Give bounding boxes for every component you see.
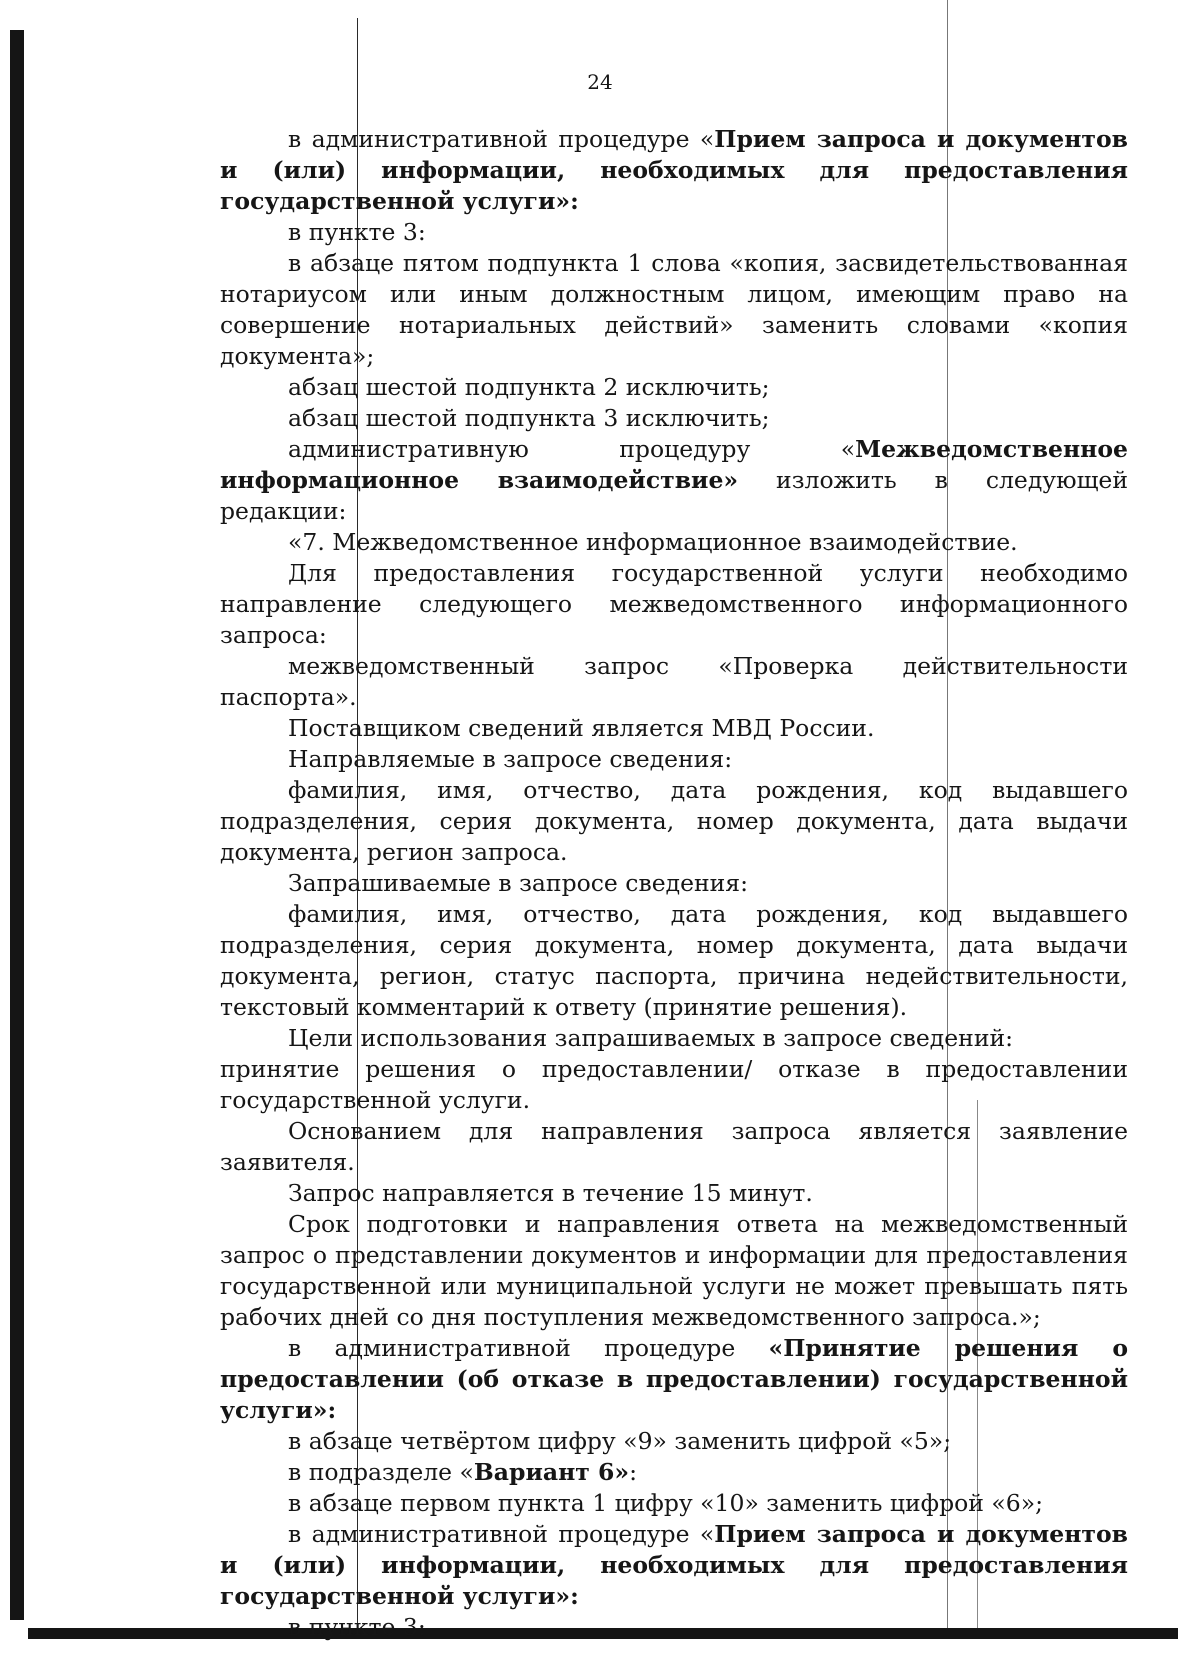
- text-run: фамилия, имя, отчество, дата рождения, код выдавшего подразделения, серия документа, номер документа, дата выдачи документа, регион запроса.: [220, 776, 1128, 866]
- paragraph: [220, 1054, 1128, 1116]
- text-run: Поставщиком сведений является МВД России.: [288, 714, 875, 742]
- bold-text: Прием запроса и документов и (или) информации, необходимых для предоставления государственной услуги»:: [220, 1520, 1128, 1610]
- text-run: абзац шестой подпункта 3 исключить;: [288, 404, 770, 432]
- text-run: в подразделе «: [288, 1458, 474, 1486]
- text-run: изложить в следующей редакции:: [220, 466, 1128, 525]
- paragraph: [220, 1488, 1128, 1519]
- paragraph: [220, 1209, 1128, 1333]
- text-run: в абзаце пятом подпункта 1 слова «копия, засвидетельствованная нотариусом или иным должностным лицом, имеющим право на совершение нотариальных действий» заменить словами «копия документа»;: [220, 249, 1128, 370]
- paragraph: [220, 372, 1128, 403]
- text-run: Срок подготовки и направления ответа на межведомственный запрос о представлении документов и информации для предоставления государственной или муниципальной услуги не может превышать пять рабочих дней со дня поступления межведомственного запроса.»;: [220, 1210, 1128, 1331]
- text-run: в пункте 3:: [288, 218, 426, 246]
- page-number: 24: [587, 70, 613, 94]
- text-run: в административной процедуре «: [288, 125, 715, 153]
- paragraph: [220, 1612, 1128, 1643]
- paragraph: [220, 403, 1128, 434]
- paragraph: [220, 1426, 1128, 1457]
- paragraph: [220, 248, 1128, 372]
- text-run: в абзаце четвёртом цифру «9» заменить цифрой «5»;: [288, 1427, 952, 1455]
- paragraph: [220, 651, 1128, 713]
- paragraph: [220, 1178, 1128, 1209]
- text-run: фамилия, имя, отчество, дата рождения, код выдавшего подразделения, серия документа, номер документа, дата выдачи документа, регион, статус паспорта, причина недействительности, текстовый комментарий к ответу (принятие решения).: [220, 900, 1128, 1021]
- text-run: административную процедуру «: [288, 435, 856, 463]
- paragraph: [220, 899, 1128, 1023]
- paragraph: [220, 217, 1128, 248]
- text-run: :: [629, 1458, 638, 1486]
- bold-text: Прием запроса и документов и (или) информации, необходимых для предоставления государственной услуги»:: [220, 125, 1128, 215]
- paragraph: [220, 1519, 1128, 1612]
- text-run: абзац шестой подпункта 2 исключить;: [288, 373, 770, 401]
- text-run: «7. Межведомственное информационное взаимодействие.: [288, 528, 1018, 556]
- paragraph: [220, 434, 1128, 527]
- bold-text: Вариант 6»: [473, 1458, 630, 1486]
- text-run: межведомственный запрос «Проверка действительности паспорта».: [220, 652, 1128, 711]
- paragraph: [220, 713, 1128, 744]
- paragraph: [220, 1457, 1128, 1488]
- paragraph: [220, 1023, 1128, 1054]
- text-run: в абзаце первом пункта 1 цифру «10» заменить цифрой «6»;: [288, 1489, 1044, 1517]
- paragraph: [220, 744, 1128, 775]
- bold-text: Межведомственное информационное взаимодействие»: [220, 435, 1128, 494]
- text-run: Основанием для направления запроса является заявление заявителя.: [220, 1117, 1128, 1176]
- paragraph: [220, 558, 1128, 651]
- text-run: Направляемые в запросе сведения:: [288, 745, 733, 773]
- paragraph: [220, 1333, 1128, 1426]
- paragraph: [220, 124, 1128, 217]
- text-run: в административной процедуре «: [288, 1520, 715, 1548]
- paragraph: [220, 775, 1128, 868]
- document-body: [220, 124, 1128, 1643]
- text-run: принятие решения о предоставлении/ отказе в предоставлении государственной услуги.: [220, 1055, 1128, 1114]
- paragraph: [220, 868, 1128, 899]
- text-run: Запрашиваемые в запросе сведения:: [288, 869, 749, 897]
- text-run: Для предоставления государственной услуги необходимо направление следующего межведомственного информационного запроса:: [220, 559, 1128, 649]
- paragraph: [220, 527, 1128, 558]
- text-run: Цели использования запрашиваемых в запросе сведений:: [288, 1024, 1014, 1052]
- paragraph: [220, 1116, 1128, 1178]
- text-run: Запрос направляется в течение 15 минут.: [288, 1179, 813, 1207]
- bold-text: «Принятие решения о предоставлении (об отказе в предоставлении) государственной услуги»:: [220, 1334, 1128, 1424]
- text-run: в пункте 3:: [288, 1613, 426, 1641]
- text-run: в административной процедуре: [288, 1334, 769, 1362]
- scan-edge-left: [10, 30, 24, 1620]
